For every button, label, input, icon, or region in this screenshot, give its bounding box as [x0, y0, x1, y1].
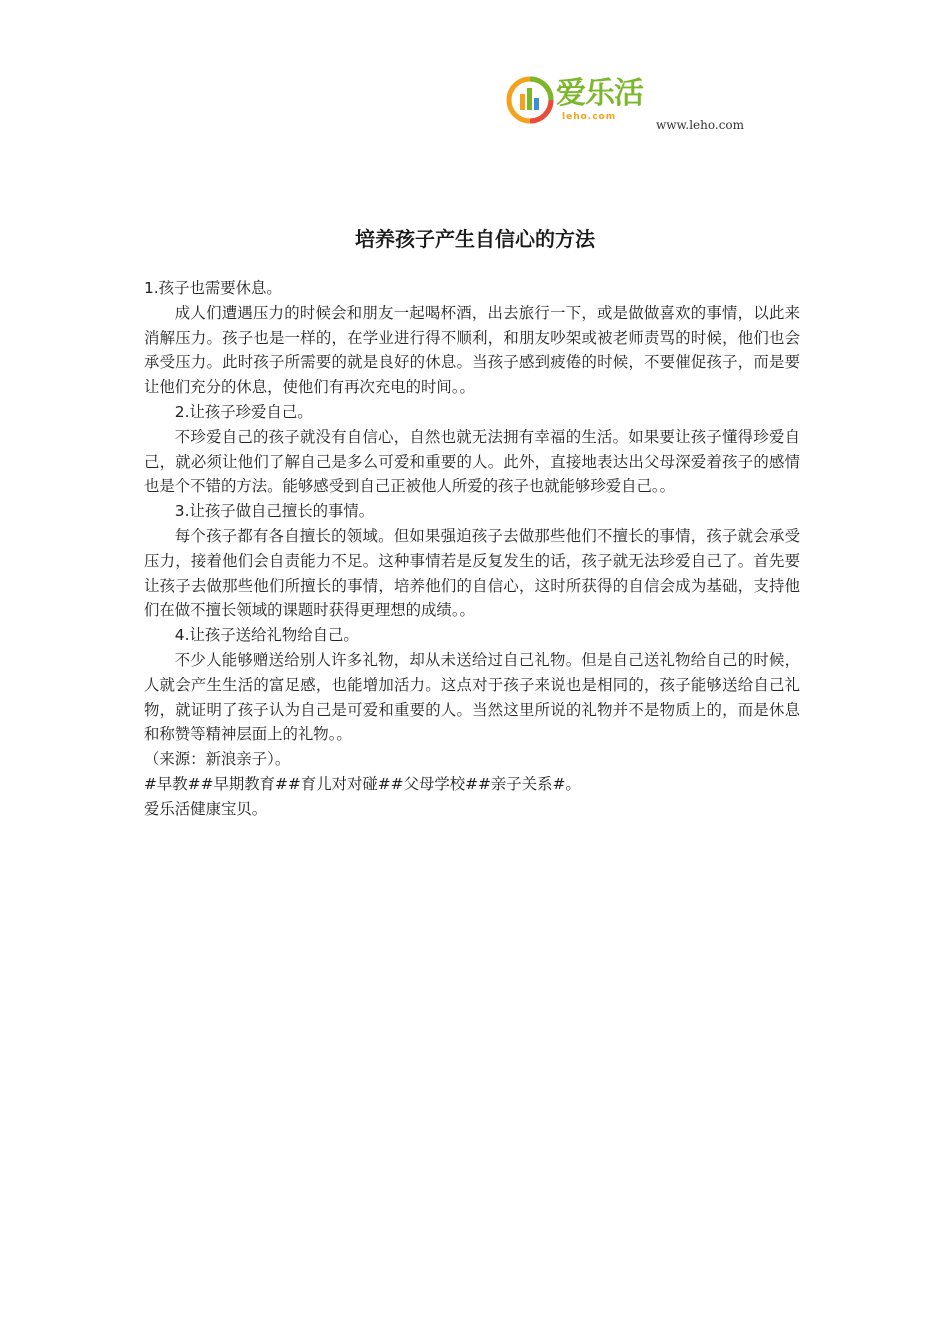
logo-wordmark: 爱乐活 — [556, 76, 643, 111]
site-header — [506, 72, 766, 136]
paragraph: 每个孩子都有各自擅长的领域。但如果强迫孩子去做那些他们不擅长的事情，孩子就会承受压力，接着他们会自责能力不足。这种事情若是反复发生的话，孩子就无法珍爱自己了。首先要让孩子去做那些他们所擅长的事情，培养他们的自信心，这时所获得的自信会成为基础，支持他们在做不擅长领域的课题时获得更理想的成绩。。 — [144, 526, 800, 620]
section-heading: 1.孩子也需要休息。 — [144, 279, 282, 297]
section-heading: 3.让孩子做自己擅长的事情。 — [174, 502, 375, 521]
section-heading: 4.让孩子送给礼物给自己。 — [174, 626, 359, 645]
paragraph: 成人们遭遇压力的时候会和朋友一起喝杯酒，出去旅行一下，或是做做喜欢的事情，以此来消解压力。孩子也是一样的，在学业进行得不顺利，和朋友吵架或被老师责骂的时候，他们也会承受压力。此时孩子所需要的就是良好的休息。当孩子感到疲倦的时候，不要催促孩子，而是要让他们充分的休息，使他们有再次充电的时间。。 — [144, 303, 800, 397]
logo-subtext: leho.com — [562, 112, 617, 122]
paragraph: 不少人能够赠送给别人许多礼物，却从未送给过自己礼物。但是自己送礼物给自己的时候，人就会产生生活的富足感，也能增加活力。这点对于孩子来说也是相同的，孩子能够送给自己礼物，就证明了孩子认为自己是可爱和重要的人。当然这里所说的礼物并不是物质上的，而是休息和称赞等精神层面上的礼物。。 — [144, 650, 800, 744]
site-url[interactable]: www.leho.com — [656, 118, 745, 132]
signature: 爱乐活健康宝贝。 — [144, 799, 268, 818]
source-note: （来源：新浪亲子）。 — [144, 750, 291, 769]
paragraph: 不珍爱自己的孩子就没有自信心，自然也就无法拥有幸福的生活。如果要让孩子懂得珍爱自己，就必须让他们了解自己是多么可爱和重要的人。此外，直接地表达出父母深爱着孩子的感情也是个不错的方法。能够感受到自己正被他人所爱的孩子也就能够珍爱自己。。 — [144, 427, 800, 496]
article-body — [144, 276, 800, 822]
leho-logo-icon — [506, 76, 554, 124]
article-title: 培养孩子产生自信心的方法 — [355, 227, 595, 251]
section-heading: 2.让孩子珍爱自己。 — [174, 402, 313, 421]
hashtags: #早教##早期教育##育儿对对碰##父母学校##亲子关系#。 — [144, 774, 581, 793]
